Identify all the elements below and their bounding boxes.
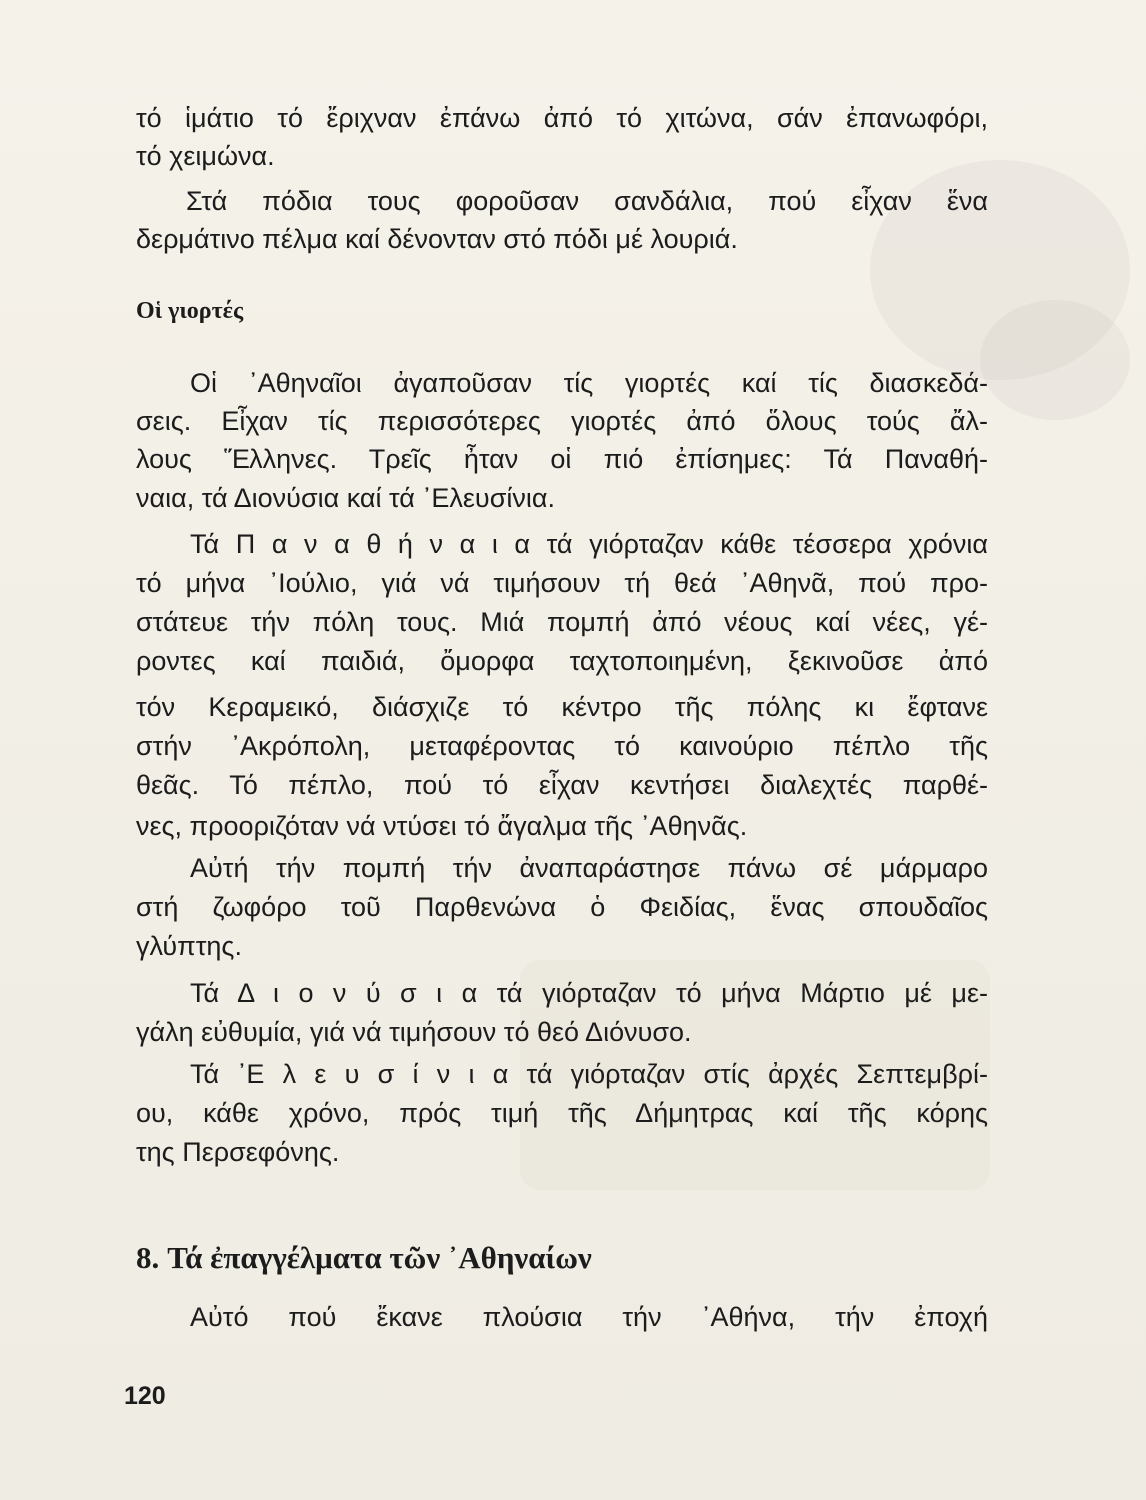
text-line: λους Ἕλληνες. Τρεῖς ἦταν οἱ πιό ἐπίσημες: Τά Παναθή-	[136, 444, 988, 474]
chapter-heading	[136, 1240, 592, 1276]
text-line: τόν Κεραμεικό, διάσχιζε τό κέντρο τῆς πόλης κι ἔφτανε	[136, 692, 988, 722]
text-line: ναια, τά Διονύσια καί τά ᾿Ελευσίνια.	[136, 483, 555, 513]
text-line: ου, κάθε χρόνο, πρός τιμή τῆς Δήμητρας καί τῆς κόρης	[136, 1098, 988, 1128]
text-line: στήν ᾿Ακρόπολη, μεταφέροντας τό καινούριο πέπλο τῆς	[136, 731, 988, 761]
text-line: Αὐτό πού ἔκανε πλούσια τήν ᾿Αθήνα, τήν ἐποχή	[190, 1302, 988, 1332]
text-line: γάλη εὐθυμία, γιά νά τιμήσουν τό θεό Διόνυσο.	[136, 1017, 692, 1047]
text-line: Στά πόδια τους φοροῦσαν σανδάλια, πού εἶχαν ἕνα	[186, 186, 988, 216]
text-line: Αὐτή τήν πομπή τήν ἀναπαράστησε πάνω σέ μάρμαρο	[190, 853, 988, 883]
text-line: Τά Δ ι ο ν ύ σ ι α τά γιόρταζαν τό μήνα Μάρτιο μέ με-	[190, 978, 988, 1008]
text-line: τό μήνα ᾿Ιούλιο, γιά νά τιμήσουν τή θεά ᾿Αθηνᾶ, πού προ-	[136, 568, 988, 598]
text-line: Τά Π α ν α θ ή ν α ι α τά γιόρταζαν κάθε τέσσερα χρόνια	[190, 529, 988, 559]
text-line: σεις. Εἶχαν τίς περισσότερες γιορτές ἀπό ὅλους τούς ἄλ-	[136, 406, 988, 436]
page-number: 120	[124, 1382, 166, 1410]
text-line: της Περσεφόνης.	[136, 1137, 340, 1167]
text-line: θεᾶς. Τό πέπλο, πού τό εἶχαν κεντήσει διαλεχτές παρθέ-	[136, 770, 988, 800]
bleed-through-shadow	[980, 300, 1130, 420]
text-line: ροντες καί παιδιά, ὄμορφα ταχτοποιημένη, ξεκινοῦσε ἀπό	[136, 646, 988, 676]
text-line: τό χειμώνα.	[136, 141, 275, 171]
text-line: δερμάτινο πέλμα καί δένονταν στό πόδι μέ λουριά.	[136, 224, 738, 254]
text-line: γλύπτης.	[136, 931, 242, 961]
text-line: Τά ᾿Ε λ ε υ σ ί ν ι α τά γιόρταζαν στίς ἀρχές Σεπτεμβρί-	[190, 1059, 988, 1089]
text-line: στή ζωφόρο τοῦ Παρθενώνα ὁ Φειδίας, ἕνας σπουδαῖος	[136, 892, 988, 922]
text-line: στάτευε τήν πόλη τους. Μιά πομπή ἀπό νέους καί νέες, γέ-	[136, 607, 988, 637]
text-line: τό ἱμάτιο τό ἔριχναν ἐπάνω ἀπό τό χιτώνα, σάν ἐπανωφόρι,	[136, 103, 988, 133]
section-subheading: Οἱ γιορτές	[136, 298, 244, 324]
text-line: νες, προοριζόταν νά ντύσει τό ἄγαλμα τῆς ᾿Αθηνᾶς.	[136, 811, 748, 841]
chapter-title: Τά ἐπαγγέλματα τῶν ᾿Αθηναίων	[167, 1240, 592, 1275]
chapter-number: 8.	[136, 1240, 160, 1275]
text-line: Οἱ ᾿Αθηναῖοι ἀγαποῦσαν τίς γιορτές καί τίς διασκεδά-	[190, 368, 988, 398]
